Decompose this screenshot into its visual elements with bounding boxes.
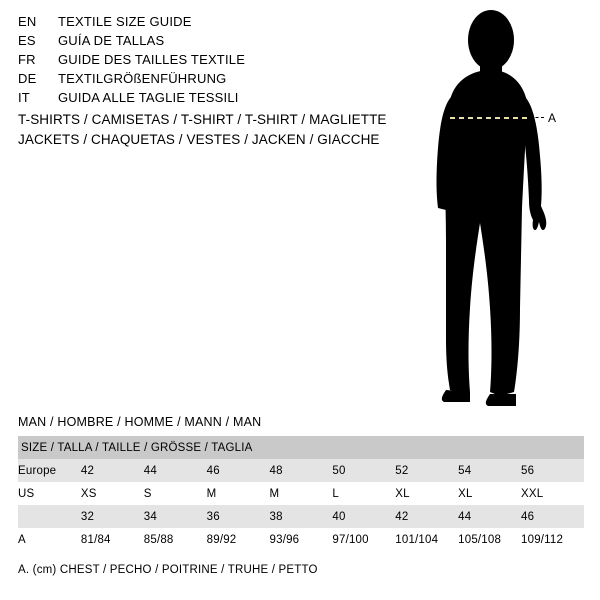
cell: 50 xyxy=(332,459,395,482)
cell: XXL xyxy=(521,482,584,505)
language-row xyxy=(18,52,378,71)
cell: 34 xyxy=(144,505,207,528)
cell: 81/84 xyxy=(81,528,144,551)
cell: 46 xyxy=(521,505,584,528)
table-footnote: A. (cm) CHEST / PECHO / POITRINE / TRUHE / PETTO xyxy=(18,564,318,576)
cell: 52 xyxy=(395,459,458,482)
cell: 85/88 xyxy=(144,528,207,551)
cell: XL xyxy=(458,482,521,505)
language-text: TEXTILGRÖßENFÜHRUNG xyxy=(58,71,227,86)
cell: 44 xyxy=(144,459,207,482)
row-label: A xyxy=(18,528,81,551)
table-header-label: SIZE / TALLA / TAILLE / GRÖSSE / TAGLIA xyxy=(21,441,253,454)
cell: L xyxy=(332,482,395,505)
cell: 44 xyxy=(458,505,521,528)
cell: 48 xyxy=(270,459,333,482)
language-row xyxy=(18,71,378,90)
cell: 42 xyxy=(395,505,458,528)
language-row xyxy=(18,90,378,109)
language-text: TEXTILE SIZE GUIDE xyxy=(58,14,192,29)
language-code: IT xyxy=(18,90,30,105)
cell: 42 xyxy=(81,459,144,482)
male-silhouette-icon xyxy=(400,8,600,408)
cell: 56 xyxy=(521,459,584,482)
language-code: FR xyxy=(18,52,36,67)
language-list xyxy=(18,14,378,109)
measure-label-a: A xyxy=(548,111,557,125)
row-label: US xyxy=(18,482,81,505)
garment-line-jackets: JACKETS / CHAQUETAS / VESTES / JACKEN / GIACCHE xyxy=(18,132,380,147)
garment-line-tshirts: T-SHIRTS / CAMISETAS / T-SHIRT / T-SHIRT / MAGLIETTE xyxy=(18,112,387,127)
language-code: EN xyxy=(18,14,37,29)
cell: 38 xyxy=(270,505,333,528)
cell: 101/104 xyxy=(395,528,458,551)
cell: 32 xyxy=(81,505,144,528)
cell: XL xyxy=(395,482,458,505)
language-row xyxy=(18,33,378,52)
row-label xyxy=(18,505,81,528)
cell: S xyxy=(144,482,207,505)
language-row xyxy=(18,14,378,33)
language-text: GUÍA DE TALLAS xyxy=(58,33,165,48)
table-header-row xyxy=(18,436,584,459)
garment-types xyxy=(18,110,418,150)
size-table xyxy=(18,436,584,551)
cell: 105/108 xyxy=(458,528,521,551)
table-row xyxy=(18,528,584,551)
cell: M xyxy=(270,482,333,505)
cell: 109/112 xyxy=(521,528,584,551)
size-table-area xyxy=(18,415,584,576)
measure-leader-line xyxy=(530,117,544,118)
cell: 89/92 xyxy=(207,528,270,551)
table-row xyxy=(18,505,584,528)
language-text: GUIDE DES TAILLES TEXTILE xyxy=(58,52,246,67)
cell: 40 xyxy=(332,505,395,528)
row-label: Europe xyxy=(18,459,81,482)
mannequin-figure xyxy=(400,8,600,408)
language-text: GUIDA ALLE TAGLIE TESSILI xyxy=(58,90,239,105)
language-code: DE xyxy=(18,71,37,86)
gender-title: MAN / HOMBRE / HOMME / MANN / MAN xyxy=(18,415,262,429)
cell: M xyxy=(207,482,270,505)
language-code: ES xyxy=(18,33,36,48)
cell: 46 xyxy=(207,459,270,482)
cell: 97/100 xyxy=(332,528,395,551)
cell: 36 xyxy=(207,505,270,528)
table-row xyxy=(18,459,584,482)
table-row xyxy=(18,482,584,505)
cell: XS xyxy=(81,482,144,505)
cell: 93/96 xyxy=(270,528,333,551)
cell: 54 xyxy=(458,459,521,482)
